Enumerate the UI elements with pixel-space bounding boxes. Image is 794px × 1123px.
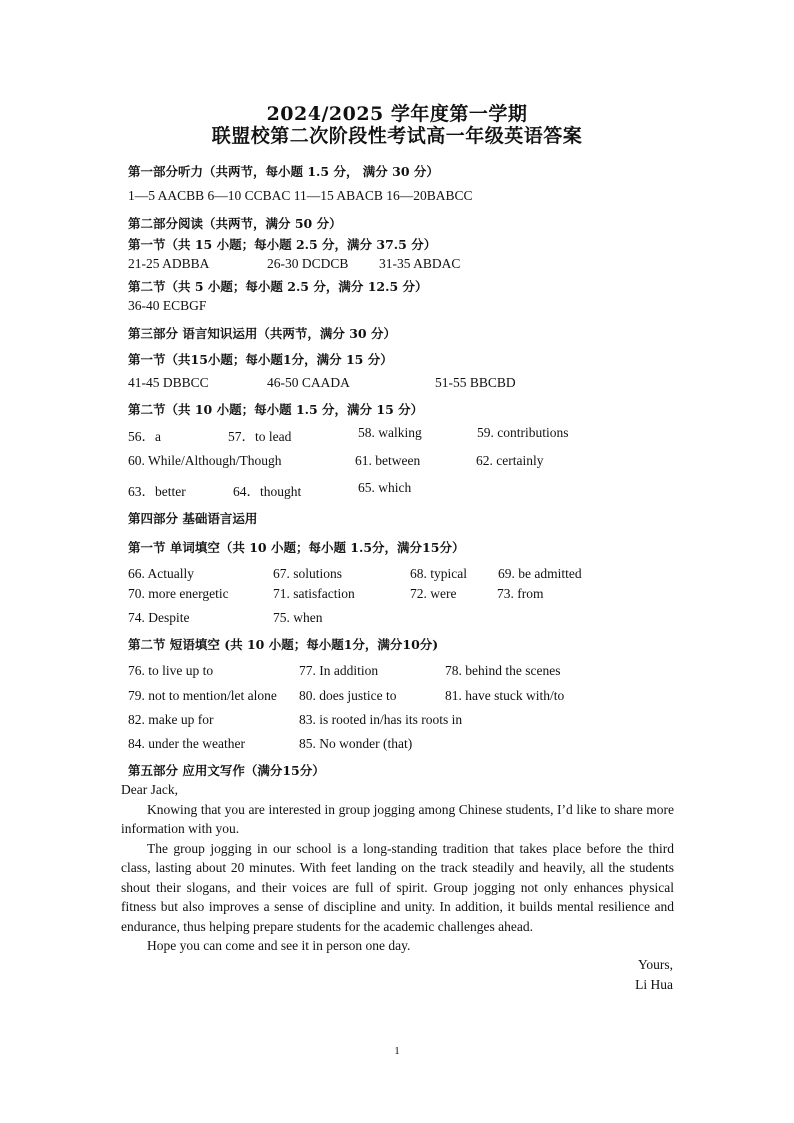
answer-item: 62. certainly [476, 453, 544, 468]
part2-section1-heading: 第一节（共 15 小题；每小题 2.5 分，满分 37.5 分） [128, 237, 437, 252]
part1-answers: 1—5 AACBB 6—10 CCBAC 11—15 ABACB 16—20BABCC [128, 188, 473, 203]
part2-answer-group: 31-35 ABDAC [379, 256, 461, 271]
answer-item: 74. Despite [128, 610, 190, 625]
answer-item: 76. to live up to [128, 663, 214, 678]
title-line-2: 联盟校第二次阶段性考试高一年级英语答案 [211, 125, 583, 147]
answer-item: 79. not to mention/let alone [128, 688, 277, 703]
answer-item: 58. walking [358, 425, 422, 440]
answer-item: 66. Actually [128, 566, 194, 581]
answer-item: 56．a [128, 429, 161, 444]
answer-item: 78. behind the scenes [445, 663, 561, 678]
answer-item: 64．thought [233, 484, 302, 499]
answer-item: 59. contributions [477, 425, 569, 440]
answer-item: 80. does justice to [299, 688, 397, 703]
part4-section2-heading: 第二节 短语填空 (共 10 小题；每小题1分，满分10分) [128, 637, 439, 652]
part3-answer-group: 46-50 CAADA [267, 375, 350, 390]
part2-section2-answers: 36-40 ECBGF [128, 298, 207, 313]
answer-item: 81. have stuck with/to [445, 688, 565, 703]
answer-item: 60. While/Although/Though [128, 453, 282, 468]
answer-item: 84. under the weather [128, 736, 245, 751]
answer-item: 72. were [410, 586, 457, 601]
part4-heading: 第四部分 基础语言运用 [128, 511, 258, 526]
page-number: 1 [394, 1045, 400, 1057]
answer-item: 68. typical [410, 566, 467, 581]
part3-section1-heading: 第一节（共15小题；每小题1分，满分 15 分） [128, 352, 393, 367]
letter-salutation: Dear Jack, [121, 782, 178, 797]
answer-item: 75. when [273, 610, 323, 625]
part2-heading: 第二部分阅读（共两节，满分 50 分） [128, 216, 342, 231]
part3-answer-group: 41-45 DBBCC [128, 375, 209, 390]
part4-section1-heading: 第一节 单词填空（共 10 小题；每小题 1.5分，满分15分） [128, 540, 465, 555]
answer-item: 63．better [128, 484, 186, 499]
answer-item: 57．to lead [228, 429, 292, 444]
answer-item: 71. satisfaction [273, 586, 355, 601]
letter-closing: Yours, [637, 957, 673, 972]
part3-answer-group: 51-55 BBCBD [435, 375, 516, 390]
part2-answer-group: 21-25 ADBBA [128, 256, 210, 271]
answer-item: 82. make up for [128, 712, 214, 727]
answer-item: 69. be admitted [498, 566, 582, 581]
letter-paragraph: Knowing that you are interested in group jogging among Chinese students, I’d like to share more information with you. [121, 801, 674, 836]
part2-answer-group: 26-30 DCDCB [267, 256, 349, 271]
part1-heading: 第一部分听力（共两节，每小题 1.5 分， 满分 30 分） [128, 164, 439, 179]
letter-signature: Li Hua [635, 977, 673, 992]
letter-paragraph: Hope you can come and see it in person one day. [147, 938, 411, 953]
title-line-1: 2024/2025 学年度第一学期 [266, 103, 528, 125]
answer-item: 77. In addition [299, 663, 379, 678]
part3-heading: 第三部分 语言知识运用（共两节，满分 30 分） [128, 326, 396, 341]
part3-section2-heading: 第二节（共 10 小题；每小题 1.5 分，满分 15 分） [128, 402, 424, 417]
answer-item: 85. No wonder (that) [299, 736, 413, 751]
letter-paragraph: The group jogging in our school is a long-standing tradition that takes place before the third class, lasting about 20 minutes. With feet landing on the track steadily and heavily, all the students shout their slogans, and their voices are full of spirit. Group jogging not only enhances physical fitness but also improves a sense of discipline and unity. In addition, it builds mental resilience and endurance, thus helping prepare students for the academic challenges ahead. [121, 840, 674, 934]
answer-item: 67. solutions [273, 566, 343, 581]
part5-heading: 第五部分 应用文写作（满分15分） [128, 763, 325, 778]
answer-item: 65. which [358, 480, 412, 495]
answer-item: 61. between [355, 453, 421, 468]
letter-body [121, 780, 674, 956]
part2-section2-heading: 第二节（共 5 小题；每小题 2.5 分，满分 12.5 分） [128, 279, 428, 294]
answer-item: 83. is rooted in/has its roots in [299, 712, 463, 727]
answer-item: 73. from [497, 586, 544, 601]
answer-item: 70. more energetic [128, 586, 229, 601]
